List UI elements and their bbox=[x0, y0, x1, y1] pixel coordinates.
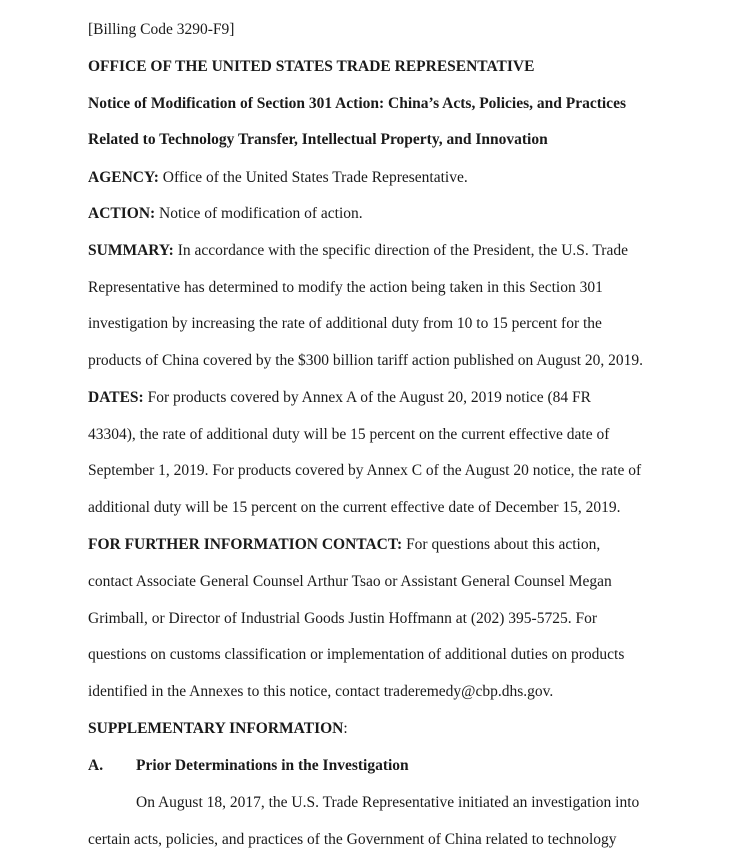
paragraph-1-line-2: certain acts, policies, and practices of the Government of China related to technology bbox=[88, 831, 617, 848]
paragraph-1-line-1: On August 18, 2017, the U.S. Trade Representative initiated an investigation into bbox=[136, 794, 640, 811]
action-text: Notice of modification of action. bbox=[155, 205, 363, 222]
dates-line-4: additional duty will be 15 percent on the current effective date of December 15, 2019. bbox=[88, 499, 621, 516]
dates-line-2: 43304), the rate of additional duty will be 15 percent on the current effective date of bbox=[88, 426, 610, 443]
section-a-letter: A. bbox=[88, 757, 104, 774]
contact-text-1: For questions about this action, bbox=[402, 536, 601, 553]
contact-line-4: questions on customs classification or implementation of additional duties on products bbox=[88, 646, 625, 663]
supplementary-colon: : bbox=[343, 720, 348, 737]
section-a-title: Prior Determinations in the Investigation bbox=[136, 757, 409, 774]
contact-line-5: identified in the Annexes to this notice, contact traderemedy@cbp.dhs.gov. bbox=[88, 683, 554, 700]
contact-line-1 bbox=[88, 535, 600, 555]
supplementary-heading bbox=[88, 719, 348, 739]
action-line bbox=[88, 204, 363, 224]
summary-line-1 bbox=[88, 241, 628, 261]
notice-title-line-1: Notice of Modification of Section 301 Action: China’s Acts, Policies, and Practices bbox=[88, 95, 626, 112]
dates-line-1 bbox=[88, 388, 591, 408]
agency-label: AGENCY: bbox=[88, 169, 159, 186]
summary-line-2: Representative has determined to modify the action being taken in this Section 301 bbox=[88, 279, 603, 296]
summary-label: SUMMARY: bbox=[88, 242, 174, 259]
contact-line-3: Grimball, or Director of Industrial Goods Justin Hoffmann at (202) 395-5725. For bbox=[88, 610, 597, 627]
summary-line-3: investigation by increasing the rate of additional duty from 10 to 15 percent for the bbox=[88, 315, 602, 332]
contact-label: FOR FURTHER INFORMATION CONTACT: bbox=[88, 536, 403, 553]
billing-code: [Billing Code 3290-F9] bbox=[88, 21, 235, 38]
supplementary-label: SUPPLEMENTARY INFORMATION bbox=[88, 720, 344, 737]
notice-title-line-2: Related to Technology Transfer, Intellectual Property, and Innovation bbox=[88, 131, 548, 148]
agency-text: Office of the United States Trade Representative. bbox=[158, 169, 468, 186]
office-heading: OFFICE OF THE UNITED STATES TRADE REPRESENTATIVE bbox=[88, 58, 535, 75]
summary-text-1: In accordance with the specific direction of the President, the U.S. Trade bbox=[173, 242, 628, 259]
summary-line-4: products of China covered by the $300 billion tariff action published on August 20, 2019. bbox=[88, 352, 644, 369]
action-label: ACTION: bbox=[88, 205, 156, 222]
dates-line-3: September 1, 2019. For products covered by Annex C of the August 20 notice, the rate of bbox=[88, 462, 642, 479]
dates-label: DATES: bbox=[88, 389, 144, 406]
agency-line bbox=[88, 168, 468, 188]
dates-text-1: For products covered by Annex A of the August 20, 2019 notice (84 FR bbox=[143, 389, 592, 406]
contact-line-2: contact Associate General Counsel Arthur Tsao or Assistant General Counsel Megan bbox=[88, 573, 612, 590]
